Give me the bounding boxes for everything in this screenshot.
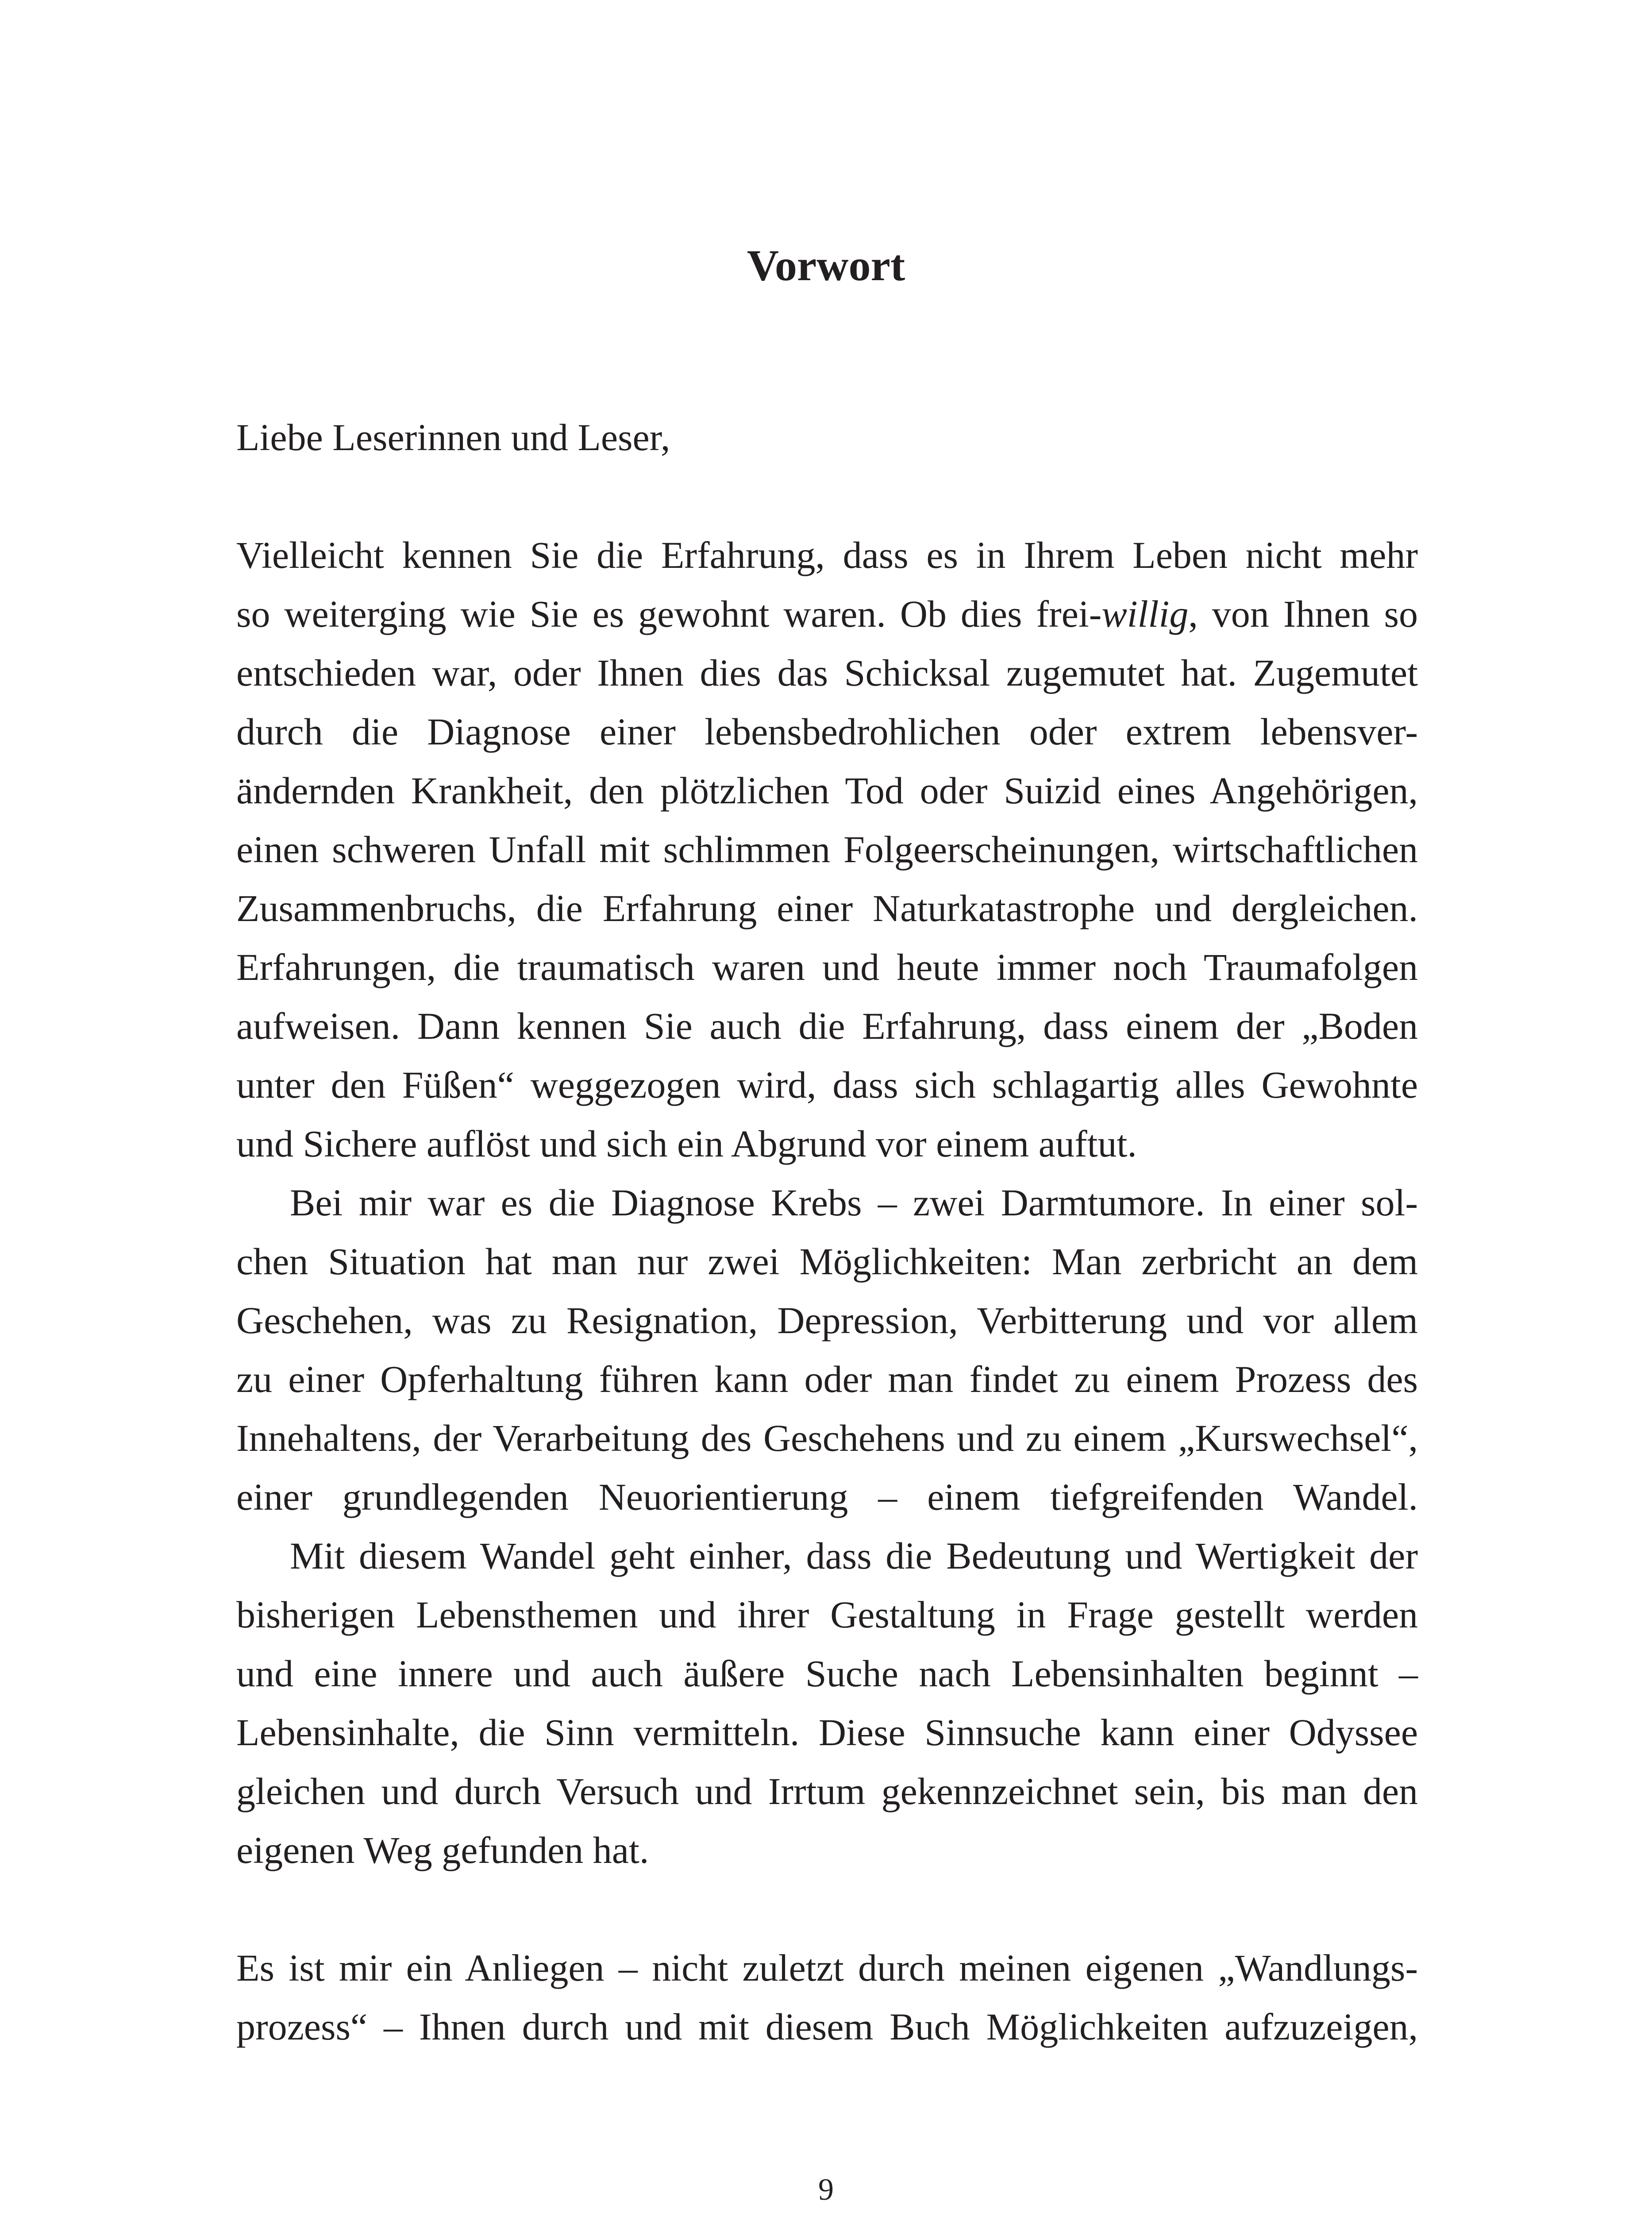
page-number: 9 — [818, 2173, 834, 2207]
chapter-title: Vorwort — [747, 241, 905, 290]
body-text — [236, 297, 1418, 2056]
text-line: und Sichere auflöst und sich ein Abgrund vor einem auftut. — [236, 1122, 1137, 1165]
text-segment: , von Ihnen so — [1188, 593, 1418, 635]
italic-word: willig — [1101, 593, 1189, 635]
text-line: gleichen und durch Versuch und Irrtum gekennzeichnet sein, bis man den — [236, 1770, 1418, 1812]
paragraph-gap — [236, 467, 1418, 526]
text-line: und eine innere und auch äußere Suche nach Lebensinhalten beginnt – — [236, 1652, 1418, 1695]
text-line: durch die Diagnose einer lebensbedrohlichen oder extrem lebensver- — [236, 710, 1418, 753]
text-line: einer grundlegenden Neuorientierung – einem tiefgreifenden Wandel. — [236, 1476, 1418, 1518]
text-line-with-italic — [236, 585, 1418, 644]
salutation: Liebe Leserinnen und Leser, — [236, 416, 670, 459]
paragraph-gap — [236, 1880, 1418, 1939]
text-line: Mit diesem Wandel geht einher, dass die Bedeutung und Wertigkeit der — [290, 1534, 1418, 1577]
text-line: Erfahrungen, die traumatisch waren und heute immer noch Traumafolgen — [236, 946, 1418, 988]
text-line: eigenen Weg gefunden hat. — [236, 1829, 649, 1871]
text-line: Es ist mir ein Anliegen – nicht zuletzt durch meinen eigenen „Wandlungs- — [236, 1947, 1418, 1989]
text-line: Lebensinhalte, die Sinn vermitteln. Diese Sinnsuche kann einer Odyssee — [236, 1711, 1418, 1754]
text-line: Bei mir war es die Diagnose Krebs – zwei Darmtumore. In einer sol- — [290, 1181, 1418, 1224]
text-line: Innehaltens, der Verarbeitung des Geschehens und zu einem „Kurswechsel“, — [236, 1417, 1418, 1459]
text-line: Vielleicht kennen Sie die Erfahrung, dass es in Ihrem Leben nicht mehr — [236, 534, 1418, 576]
text-line: chen Situation hat man nur zwei Möglichkeiten: Man zerbricht an dem — [236, 1240, 1418, 1283]
text-line: ändernden Krankheit, den plötzlichen Tod oder Suizid eines Angehörigen, — [236, 769, 1418, 812]
text-segment: so weiterging wie Sie es gewohnt waren. Ob dies frei- — [236, 593, 1102, 635]
text-line: zu einer Opferhaltung führen kann oder man findet zu einem Prozess des — [236, 1358, 1418, 1400]
text-line: unter den Füßen“ weggezogen wird, dass sich schlagartig alles Gewohnte — [236, 1064, 1418, 1106]
text-line: Zusammenbruchs, die Erfahrung einer Naturkatastrophe und dergleichen. — [236, 887, 1418, 929]
text-line: aufweisen. Dann kennen Sie auch die Erfahrung, dass einem der „Boden — [236, 1005, 1418, 1047]
text-line: Geschehen, was zu Resignation, Depression, Verbitterung und vor allem — [236, 1299, 1418, 1342]
text-line: einen schweren Unfall mit schlimmen Folgeerscheinungen, wirtschaftlichen — [236, 828, 1418, 871]
text-line: bisherigen Lebensthemen und ihrer Gestaltung in Frage gestellt werden — [236, 1593, 1418, 1636]
text-line: entschieden war, oder Ihnen dies das Schicksal zugemutet hat. Zugemutet — [236, 652, 1418, 694]
text-line: prozess“ – Ihnen durch und mit diesem Buch Möglichkeiten aufzuzeigen, — [236, 2005, 1418, 2048]
